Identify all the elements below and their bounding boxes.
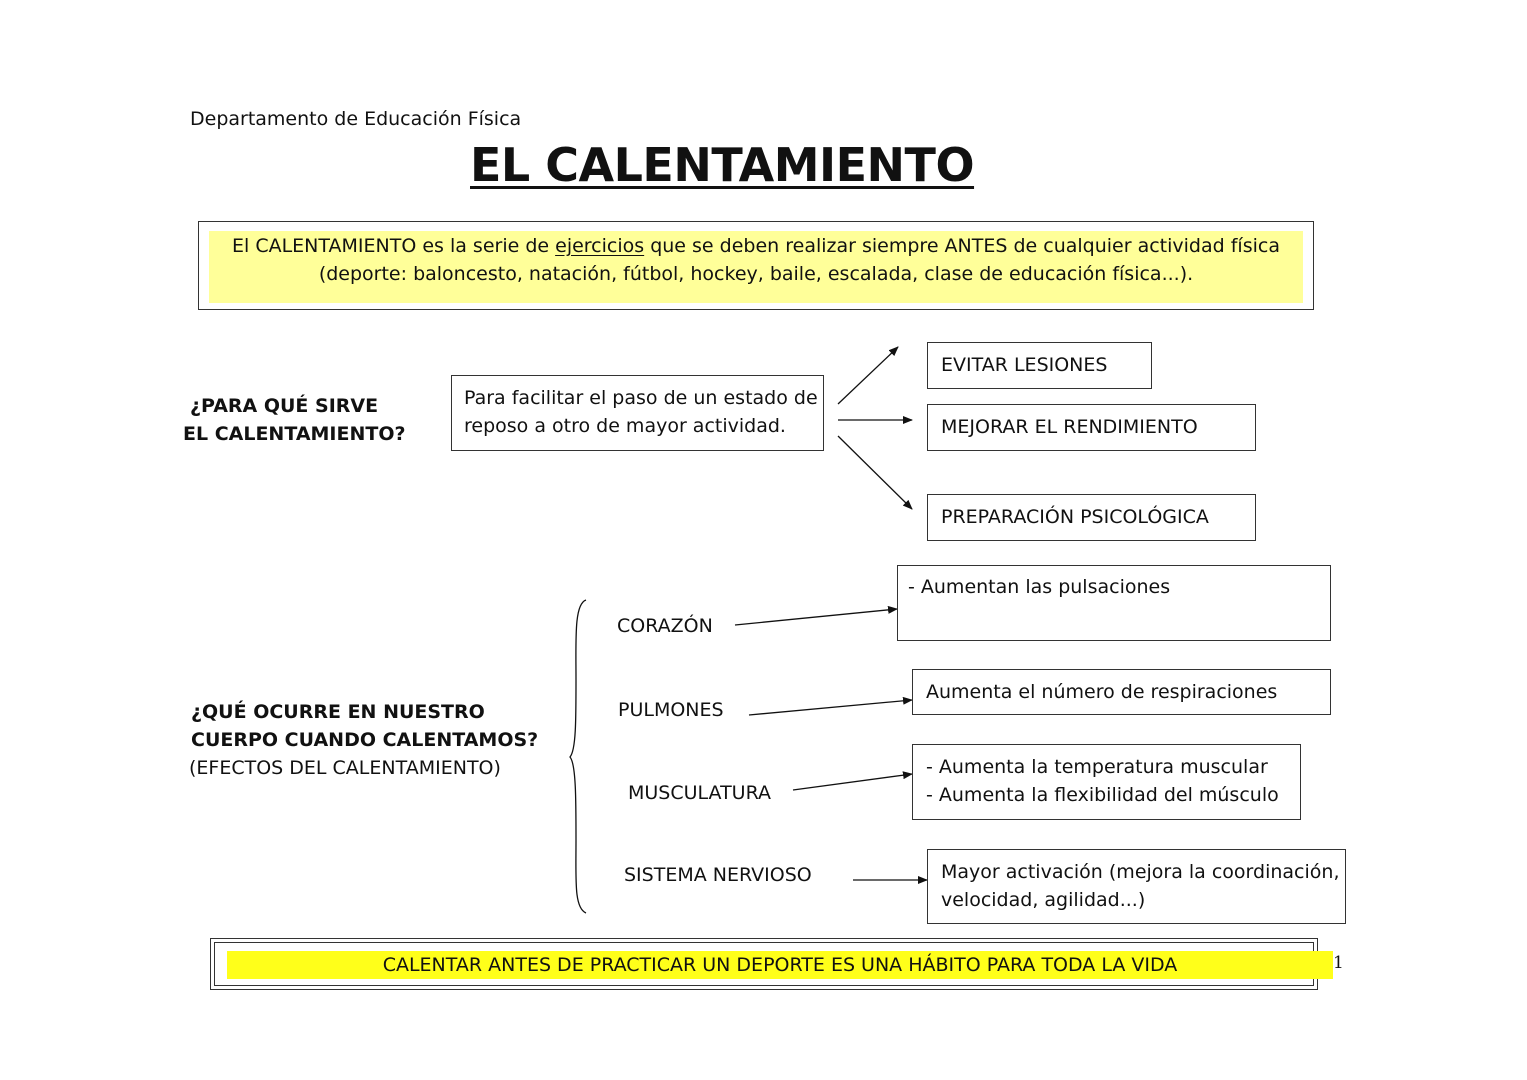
effect-musculatura-line-2: - Aumenta la flexibilidad del músculo (926, 784, 1279, 806)
purpose-answer-line-2: reposo a otro de mayor actividad. (464, 415, 786, 437)
outcome-evitar-lesiones: EVITAR LESIONES (927, 342, 1152, 389)
definition-underlined-word: ejercicios (555, 235, 645, 257)
effect-musculatura-line-1: - Aumenta la temperatura muscular (926, 756, 1268, 778)
effect-sistema-nervioso-line-2: velocidad, agilidad...) (941, 889, 1146, 911)
effect-sistema-nervioso-line-1: Mayor activación (mejora la coordinación, (941, 861, 1340, 883)
arrow-to-preparacion (838, 436, 912, 509)
page-number: 1 (1333, 953, 1344, 973)
effect-sistema-nervioso-box (927, 849, 1346, 924)
arrow-to-evitar-lesiones (838, 347, 898, 404)
purpose-answer-box (451, 375, 824, 451)
effect-pulmones-box (912, 669, 1331, 715)
purpose-answer-line-1: Para facilitar el paso de un estado de (464, 387, 818, 409)
outcome-mejorar-rendimiento: MEJORAR EL RENDIMIENTO (927, 404, 1256, 451)
effects-question-line-3: (EFECTOS DEL CALENTAMIENTO) (189, 757, 501, 779)
page-title: EL CALENTAMIENTO (470, 138, 975, 192)
organ-corazon: CORAZÓN (617, 615, 713, 637)
definition-text-start: El CALENTAMIENTO es la serie de (232, 235, 556, 257)
banner-text: CALENTAR ANTES DE PRACTICAR UN DEPORTE ES UNA HÁBITO PARA TODA LA VIDA (227, 951, 1333, 979)
organ-sistema-nervioso: SISTEMA NERVIOSO (624, 864, 812, 886)
department-header: Departamento de Educación Física (190, 108, 522, 130)
purpose-question (183, 392, 406, 448)
effect-corazon-line-1: - Aumentan las pulsaciones (908, 576, 1171, 598)
definition-line-2: (deporte: baloncesto, natación, fútbol, hockey, baile, escalada, clase de educación física...). (318, 263, 1194, 285)
definition-text-end: que se deben realizar siempre ANTES de cualquier actividad física (644, 235, 1280, 257)
purpose-question-line-2: EL CALENTAMIENTO? (183, 423, 406, 445)
effect-corazon-box (897, 565, 1331, 641)
effects-question-line-1: ¿QUÉ OCURRE EN NUESTRO (191, 701, 485, 723)
arrow-corazon (735, 609, 897, 625)
organ-pulmones: PULMONES (618, 699, 724, 721)
effect-musculatura-box (912, 744, 1301, 820)
effect-pulmones-line-1: Aumenta el número de respiraciones (926, 681, 1278, 703)
arrow-musculatura (793, 774, 912, 790)
outcome-preparacion-psicologica: PREPARACIÓN PSICOLÓGICA (927, 494, 1256, 541)
purpose-question-line-1: ¿PARA QUÉ SIRVE (190, 395, 379, 417)
effects-question-line-2: CUERPO CUANDO CALENTAMOS? (191, 729, 539, 751)
arrow-pulmones (749, 700, 912, 715)
organ-musculatura: MUSCULATURA (628, 782, 772, 804)
effects-question (191, 698, 538, 782)
curly-brace (570, 600, 586, 913)
